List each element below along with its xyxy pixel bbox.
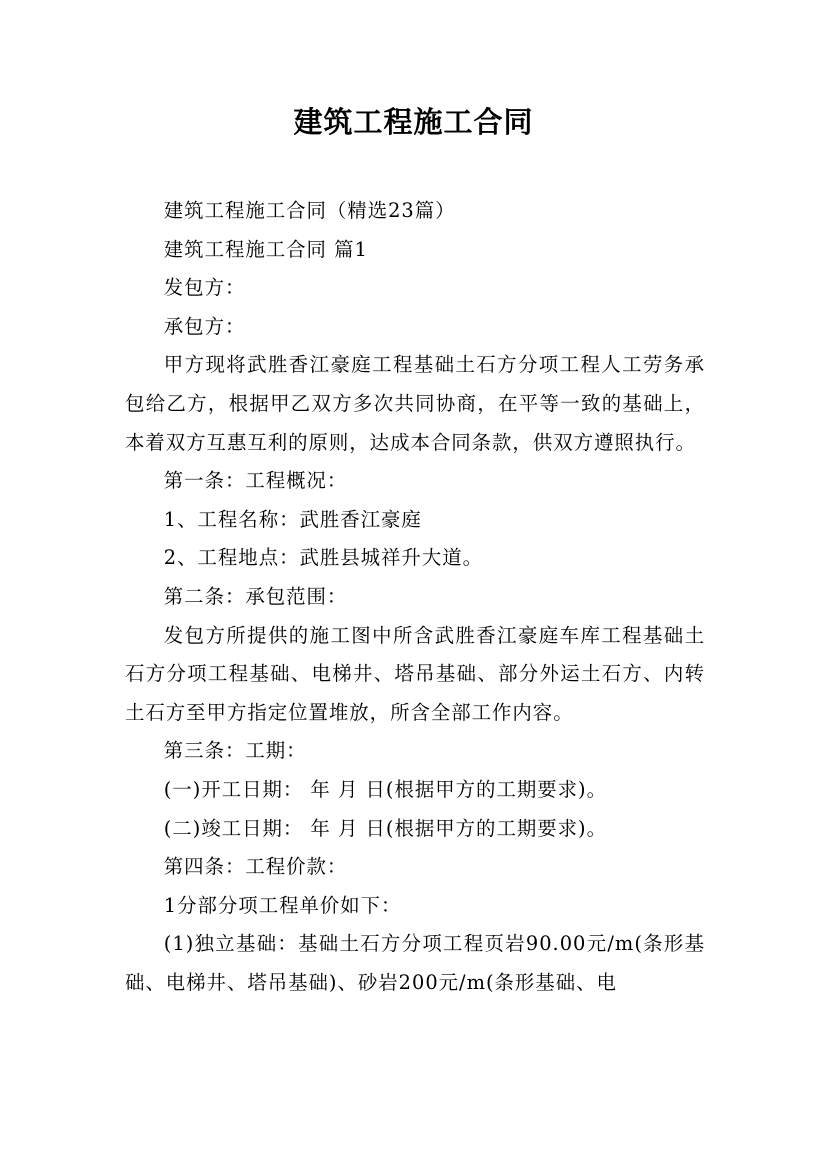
- paragraph-start-date: (一)开工日期： 年 月 日(根据甲方的工期要求)。: [163, 777, 607, 801]
- paragraph-article-2: 第二条：承包范围：: [163, 584, 348, 608]
- paragraph-article-4: 第四条：工程价款：: [163, 855, 348, 879]
- document-body: [125, 192, 705, 1002]
- paragraph-subtitle: 建筑工程施工合同（精选23篇）: [163, 199, 456, 222]
- paragraph-unit-price-1: (1)独立基础：基础土石方分项工程页岩90.00元/m(条形基础、电梯井、塔吊基础)、砂岩200元/m(条形基础、电: [125, 932, 705, 994]
- document-title: 建筑工程施工合同: [293, 105, 534, 139]
- paragraph-intro: 甲方现将武胜香江豪庭工程基础土石方分项工程人工劳务承包给乙方，根据甲乙双方多次共同协商，在平等一致的基础上，本着双方互惠互利的原则，达成本合同条款，供双方遵照执行。: [125, 353, 705, 454]
- paragraph-project-location: 2、工程地点：武胜县城祥升大道。: [163, 546, 483, 570]
- paragraph-section-heading: 建筑工程施工合同 篇1: [163, 237, 368, 261]
- paragraph-article-1: 第一条：工程概况：: [163, 469, 348, 493]
- paragraph-contractor: 承包方：: [163, 314, 246, 338]
- paragraph-end-date: (二)竣工日期： 年 月 日(根据甲方的工期要求)。: [163, 816, 607, 840]
- paragraph-article-3: 第三条：工期：: [163, 739, 307, 763]
- paragraph-scope: 发包方所提供的施工图中所含武胜香江豪庭车库工程基础土石方分项工程基础、电梯井、塔吊基础、部分外运土石方、内转土石方至甲方指定位置堆放，所含全部工作内容。: [125, 623, 705, 724]
- paragraph-employer: 发包方：: [163, 276, 246, 300]
- paragraph-project-name: 1、工程名称：武胜香江豪庭: [163, 507, 422, 531]
- paragraph-unit-price-heading: 1分部分项工程单价如下：: [163, 893, 402, 917]
